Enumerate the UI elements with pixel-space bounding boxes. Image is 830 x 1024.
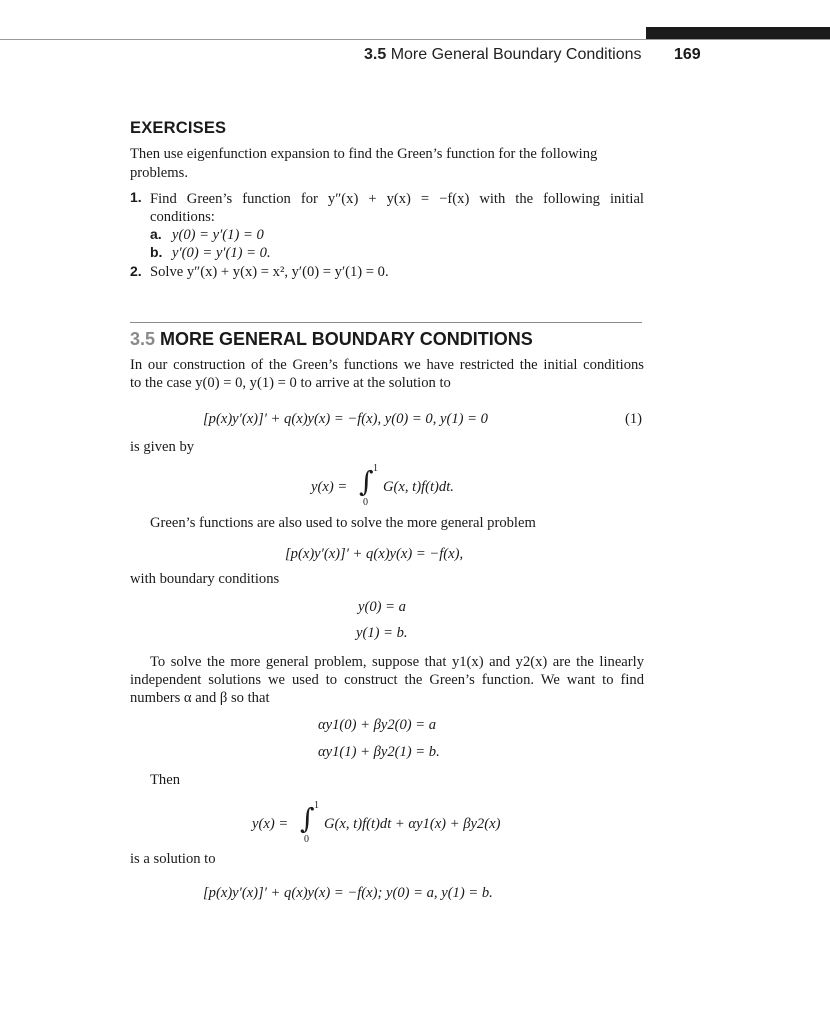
integral-2-upper-limit: 1 bbox=[314, 800, 319, 811]
integral-lower-limit: 0 bbox=[363, 497, 368, 508]
header-rule bbox=[0, 39, 830, 40]
running-header-title: More General Boundary Conditions bbox=[390, 46, 642, 63]
integral-sign-2-icon: ∫ bbox=[300, 802, 315, 835]
para1-line2: to the case y(0) = 0, y(1) = 0 to arrive at the solution to bbox=[130, 375, 451, 391]
para1-line1: In our construction of the Green’s functions we have restricted the initial conditions bbox=[130, 357, 644, 373]
system-equation-1: αy1(0) + βy2(0) = a bbox=[318, 717, 437, 733]
system-equation-2: αy1(1) + βy2(1) = b. bbox=[318, 744, 440, 760]
integral-2-lower-limit: 0 bbox=[304, 834, 309, 845]
page-number: 169 bbox=[674, 46, 701, 63]
para2: Green’s functions are also used to solve the more general problem bbox=[150, 515, 536, 531]
exercises-intro: Then use eigenfunction expansion to find the Green’s function for the following problems. bbox=[130, 146, 598, 181]
equation-2-body: G(x, t)f(t)dt. bbox=[383, 479, 454, 495]
equation-4-lhs: y(x) = bbox=[252, 816, 289, 832]
exercise-1b-label: b. bbox=[150, 244, 163, 260]
equation-4-body: G(x, t)f(t)dt + αy1(x) + βy2(x) bbox=[324, 816, 501, 832]
exercise-1 bbox=[130, 189, 142, 207]
section-number: 3.5 bbox=[130, 329, 156, 349]
exercise-1-text-line2: conditions: bbox=[150, 209, 215, 225]
para3-line3: numbers α and β so that bbox=[130, 690, 270, 706]
section-rule bbox=[130, 322, 642, 323]
para3-line1: To solve the more general problem, suppose that y1(x) and y2(x) are the linearly bbox=[150, 654, 644, 670]
exercise-1-text-line1: Find Green’s function for y″(x) + y(x) = −f(x) with the following initial bbox=[150, 191, 644, 207]
is-a-solution-to: is a solution to bbox=[130, 851, 216, 867]
para3-line2: independent solutions we used to construct the Green’s function. We want to find bbox=[130, 672, 644, 688]
running-header bbox=[364, 46, 642, 64]
equation-3: [p(x)y′(x)]′ + q(x)y(x) = −f(x), bbox=[285, 546, 464, 562]
integral-upper-limit: 1 bbox=[373, 463, 378, 474]
boundary-condition-2: y(1) = b. bbox=[356, 625, 408, 641]
exercise-2-text: Solve y″(x) + y(x) = x², y′(0) = y′(1) = 0. bbox=[150, 264, 389, 280]
section-heading bbox=[130, 329, 533, 350]
section-title: MORE GENERAL BOUNDARY CONDITIONS bbox=[160, 329, 533, 349]
boundary-condition-1: y(0) = a bbox=[358, 599, 406, 615]
then-text: Then bbox=[150, 772, 180, 788]
is-given-by: is given by bbox=[130, 439, 195, 455]
equation-1: [p(x)y′(x)]′ + q(x)y(x) = −f(x), y(0) = 0, y(1) = 0 bbox=[203, 411, 488, 427]
equation-2-lhs: y(x) = bbox=[311, 479, 348, 495]
with-boundary-conditions: with boundary conditions bbox=[130, 571, 280, 587]
exercise-1-number: 1. bbox=[130, 189, 142, 205]
integral-sign-icon: ∫ bbox=[359, 465, 374, 498]
exercise-1a-label: a. bbox=[150, 226, 162, 242]
exercise-2-number: 2. bbox=[130, 263, 142, 279]
equation-1-number: (1) bbox=[625, 411, 643, 427]
exercises-heading: EXERCISES bbox=[130, 119, 227, 137]
exercise-1a-text: y(0) = y′(1) = 0 bbox=[172, 227, 264, 243]
running-header-section-number: 3.5 bbox=[364, 46, 387, 63]
exercise-1b-text: y′(0) = y′(1) = 0. bbox=[172, 245, 271, 261]
equation-5: [p(x)y′(x)]′ + q(x)y(x) = −f(x); y(0) = a, y(1) = b. bbox=[203, 885, 493, 901]
